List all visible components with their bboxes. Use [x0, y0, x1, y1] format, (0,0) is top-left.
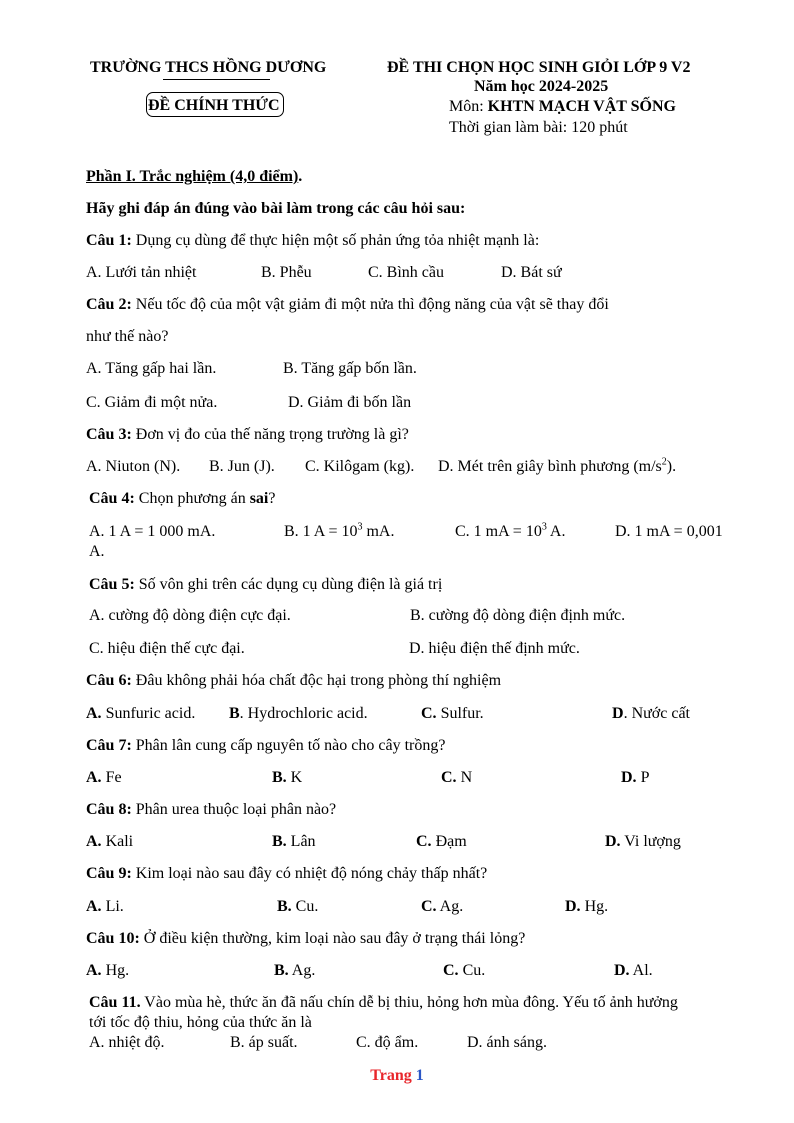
q8-option-d — [605, 832, 681, 851]
question-6 — [86, 671, 501, 690]
option-key: C. — [421, 898, 437, 915]
option-key: B. — [272, 769, 287, 786]
option-text: Sulfur. — [436, 705, 484, 722]
option-text: B. 1 A = 10 — [284, 523, 358, 540]
question-11 — [89, 993, 678, 1012]
question-label: Câu 1: — [86, 232, 132, 249]
q7-option-d — [621, 768, 649, 787]
option-text: Kali — [101, 833, 134, 850]
option-text: Hg. — [101, 962, 130, 979]
q6-option-d — [612, 704, 690, 723]
question-text: Ở điều kiện thường, kim loại nào sau đây ở trạng thái lỏng? — [139, 930, 526, 947]
option-key: A. — [86, 962, 102, 979]
question-label: Câu 11. — [89, 994, 141, 1011]
option-text: Hg. — [580, 898, 609, 915]
question-label: Câu 4: — [89, 490, 135, 507]
option-key: D. — [621, 769, 637, 786]
question-text: Đơn vị đo của thế năng trọng trường là gì? — [131, 426, 409, 443]
question-label: Câu 5: — [89, 576, 135, 593]
option-text: D. Mét trên giây bình phương (m/s — [438, 458, 662, 475]
q7-option-b — [272, 768, 302, 787]
question-text: Nếu tốc độ của một vật giảm đi một nửa thì động năng của vật sẽ thay đổi — [131, 296, 609, 313]
option-text: C. 1 mA = 10 — [455, 523, 542, 540]
option-key: D. — [565, 898, 581, 915]
option-text: Sunfuric acid. — [101, 705, 196, 722]
question-4 — [89, 489, 275, 508]
option-key: A. — [86, 833, 102, 850]
q5-option-c: C. hiệu điện thế cực đại. — [89, 640, 245, 657]
q3-option-c: C. Kilôgam (kg). — [305, 458, 415, 475]
q2-option-c: C. Giảm đi một nửa. — [86, 394, 218, 411]
question-11-cont: tới tốc độ thiu, hỏng của thức ăn là — [89, 1014, 312, 1031]
question-2 — [86, 295, 609, 314]
page-number: 1 — [415, 1067, 424, 1084]
q1-option-b: B. Phễu — [261, 264, 312, 281]
time-limit: Thời gian làm bài: 120 phút — [449, 119, 628, 136]
q5-option-a: A. cường độ dòng điện cực đại. — [89, 607, 291, 624]
q6-option-c — [421, 704, 484, 723]
option-key: C. — [421, 705, 437, 722]
question-text: Phân lân cung cấp nguyên tố nào cho cây trồng? — [131, 737, 446, 754]
question-7 — [86, 736, 445, 755]
q9-option-d — [565, 897, 608, 916]
question-9 — [86, 864, 487, 883]
q6-option-b — [229, 704, 368, 723]
question-label: Câu 6: — [86, 672, 132, 689]
q4-option-d: D. 1 mA = 0,001 — [615, 523, 723, 540]
question-text: Kim loại nào sau đây có nhiệt độ nóng chảy thấp nhất? — [131, 865, 488, 882]
page-label: Trang — [370, 1067, 416, 1084]
option-text: Lân — [286, 833, 316, 850]
question-1 — [86, 231, 539, 250]
question-text: Vào mùa hè, thức ăn đã nấu chín dễ bị thiu, hỏng hơn mùa đông. Yếu tố ảnh hưởng — [140, 994, 678, 1011]
question-8 — [86, 800, 336, 819]
page-footer — [0, 1067, 794, 1085]
q5-option-b: B. cường độ dòng điện định mức. — [410, 607, 626, 624]
option-text: Đạm — [431, 833, 467, 850]
exam-title: ĐỀ THI CHỌN HỌC SINH GIỎI LỚP 9 V2 — [387, 59, 691, 76]
option-text: Ag. — [288, 962, 316, 979]
option-text: Vi lượng — [620, 833, 681, 850]
q3-option-a: A. Niuton (N). — [86, 458, 181, 475]
option-key: C. — [443, 962, 459, 979]
option-text: Cu. — [458, 962, 486, 979]
option-key: A. — [86, 769, 102, 786]
school-year: Năm học 2024-2025 — [474, 78, 609, 95]
question-emphasis: sai — [249, 490, 269, 507]
q11-option-c: C. độ ẩm. — [356, 1034, 419, 1051]
q10-option-b — [274, 961, 315, 980]
q2-option-d: D. Giảm đi bốn lần — [288, 394, 412, 411]
option-key: B. — [272, 833, 287, 850]
superscript: 3 — [357, 521, 363, 533]
section-title — [86, 167, 302, 186]
q2-option-a: A. Tăng gấp hai lần. — [86, 360, 217, 377]
subject-line — [449, 97, 676, 116]
question-5 — [89, 575, 442, 594]
question-label: Câu 2: — [86, 296, 132, 313]
section-title-text: Phần I. Trắc nghiệm (4,0 điểm) — [86, 168, 299, 185]
question-3 — [86, 425, 409, 444]
option-text: N — [456, 769, 473, 786]
option-key: C. — [416, 833, 432, 850]
q10-option-d — [614, 961, 653, 980]
question-text: Chọn phương án — [134, 490, 250, 507]
q8-option-b — [272, 832, 316, 851]
option-text: Cu. — [291, 898, 319, 915]
q10-option-a — [86, 961, 129, 980]
q1-option-c: C. Bình cầu — [368, 264, 444, 281]
option-text: Al. — [629, 962, 653, 979]
option-text: Ag. — [436, 898, 464, 915]
superscript: 2 — [661, 456, 667, 468]
option-key: B. — [274, 962, 289, 979]
option-key: D. — [605, 833, 621, 850]
q4-option-d-cont: A. — [89, 543, 105, 560]
question-text: Số vôn ghi trên các dụng cụ dùng điện là giá trị — [134, 576, 443, 593]
question-label: Câu 10: — [86, 930, 140, 947]
q5-option-d: D. hiệu điện thế định mức. — [409, 640, 580, 657]
school-name: TRƯỜNG THCS HỒNG DƯƠNG — [90, 59, 327, 76]
option-text: Fe — [101, 769, 122, 786]
q9-option-a — [86, 897, 124, 916]
question-label: Câu 3: — [86, 426, 132, 443]
q2-option-b: B. Tăng gấp bốn lần. — [283, 360, 417, 377]
option-key: D — [612, 705, 624, 722]
q4-option-c — [455, 522, 565, 541]
question-label: Câu 7: — [86, 737, 132, 754]
option-text: K — [286, 769, 303, 786]
option-text: . Hydrochloric acid. — [239, 705, 368, 722]
q1-option-d: D. Bát sứ — [501, 264, 562, 281]
q7-option-c — [441, 768, 472, 787]
q11-option-d: D. ánh sáng. — [467, 1034, 547, 1051]
option-key: B. — [277, 898, 292, 915]
q4-option-a: A. 1 A = 1 000 mA. — [89, 523, 216, 540]
option-key: C. — [441, 769, 457, 786]
q10-option-c — [443, 961, 485, 980]
option-key: A. — [86, 705, 102, 722]
option-key: D. — [614, 962, 630, 979]
q8-option-a — [86, 832, 133, 851]
option-key: B — [229, 705, 240, 722]
q11-option-b: B. áp suất. — [230, 1034, 298, 1051]
question-text-end: ? — [268, 490, 276, 507]
question-text: Dụng cụ dùng để thực hiện một số phản ứng tỏa nhiệt mạnh là: — [131, 232, 540, 249]
superscript: 3 — [541, 521, 547, 533]
q9-option-c — [421, 897, 463, 916]
q9-option-b — [277, 897, 318, 916]
q6-option-a — [86, 704, 195, 723]
q11-option-a: A. nhiệt độ. — [89, 1034, 165, 1051]
q7-option-a — [86, 768, 122, 787]
section-instruction: Hãy ghi đáp án đúng vào bài làm trong các câu hỏi sau: — [86, 200, 466, 217]
option-text: . Nước cất — [623, 705, 690, 722]
section-title-end: . — [298, 168, 303, 185]
option-text: Li. — [101, 898, 124, 915]
q8-option-c — [416, 832, 467, 851]
official-label: ĐỀ CHÍNH THỨC — [148, 97, 280, 114]
question-10 — [86, 929, 525, 948]
q1-option-a: A. Lưới tản nhiệt — [86, 264, 197, 281]
question-text: Phân urea thuộc loại phân nào? — [131, 801, 337, 818]
question-text: Đâu không phải hóa chất độc hại trong phòng thí nghiệm — [131, 672, 502, 689]
option-text: P — [636, 769, 650, 786]
subject-label: Môn: — [449, 98, 488, 115]
question-label: Câu 8: — [86, 801, 132, 818]
question-label: Câu 9: — [86, 865, 132, 882]
q3-option-b: B. Jun (J). — [209, 458, 275, 475]
option-text-end: ). — [666, 458, 677, 475]
q4-option-b — [284, 522, 394, 541]
option-text-end: A. — [546, 523, 566, 540]
subject-name: KHTN MẠCH VẬT SỐNG — [487, 98, 676, 115]
option-key: A. — [86, 898, 102, 915]
question-2-cont: như thế nào? — [86, 328, 169, 345]
q3-option-d — [438, 457, 676, 476]
school-underline — [163, 79, 270, 80]
option-text-end: mA. — [362, 523, 395, 540]
